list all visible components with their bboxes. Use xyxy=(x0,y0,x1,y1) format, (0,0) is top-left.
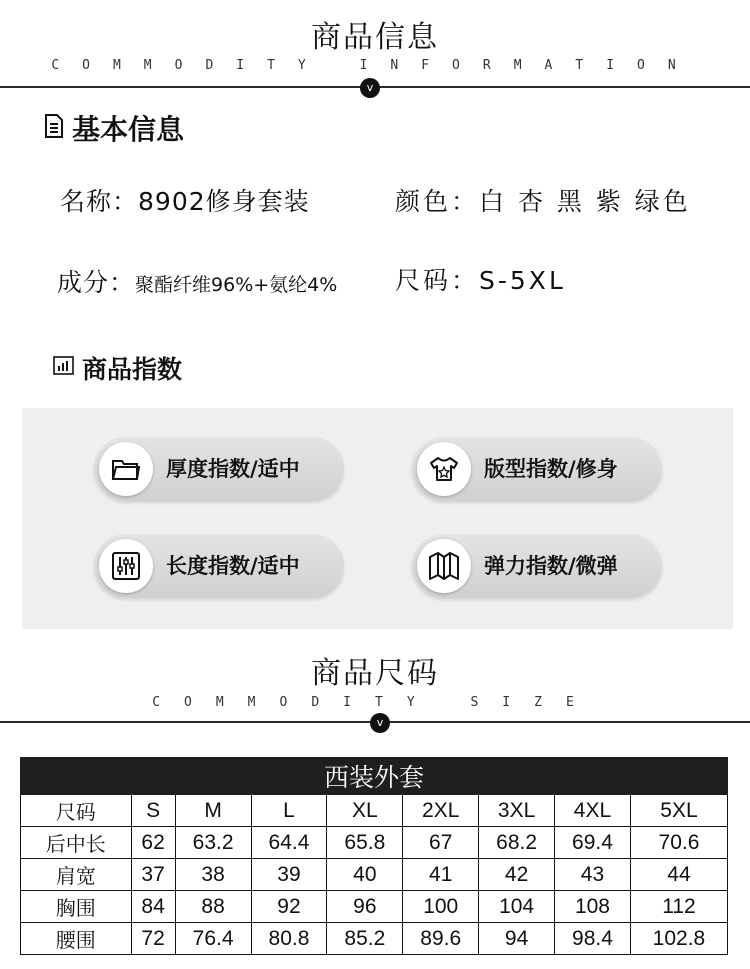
table-cell: 112 xyxy=(630,891,727,923)
header-cell: 尺码 xyxy=(21,795,132,827)
section-subtitle-info xyxy=(0,58,750,73)
table-cell: 80.8 xyxy=(251,923,327,955)
table-cell: 89.6 xyxy=(403,923,479,955)
table-cell: 92 xyxy=(251,891,327,923)
size-label: 尺码： xyxy=(395,266,480,295)
table-title: 西装外套 xyxy=(21,758,728,795)
color-label: 颜色： xyxy=(395,187,480,216)
size-table xyxy=(20,757,728,955)
section-title-info: 商品信息 xyxy=(311,20,439,55)
table-cell: 40 xyxy=(327,859,403,891)
header-cell: L xyxy=(251,795,327,827)
table-cell: 41 xyxy=(403,859,479,891)
table-cell: 102.8 xyxy=(630,923,727,955)
table-row xyxy=(21,859,728,891)
document-icon xyxy=(43,113,67,139)
size-field xyxy=(395,261,566,297)
table-cell: 38 xyxy=(175,859,251,891)
table-cell: 67 xyxy=(403,827,479,859)
row-label: 肩宽 xyxy=(21,859,132,891)
index-label: 长度指数/适中 xyxy=(166,554,300,578)
row-label: 腰围 xyxy=(21,923,132,955)
subtitle-text: COMMODITY INFORMATION xyxy=(51,58,699,73)
basic-info-heading: 基本信息 xyxy=(72,113,185,146)
table-cell: 69.4 xyxy=(555,827,631,859)
table-cell: 37 xyxy=(131,859,175,891)
table-cell: 44 xyxy=(630,859,727,891)
chevron-down-icon: v xyxy=(360,78,380,98)
index-pill-fit xyxy=(412,437,662,501)
table-header-row xyxy=(21,795,728,827)
composition-label: 成分： xyxy=(57,268,136,297)
size-value: S-5XL xyxy=(479,266,566,295)
table-cell: 104 xyxy=(479,891,555,923)
table-cell: 62 xyxy=(131,827,175,859)
index-pill-length xyxy=(94,534,344,598)
table-row xyxy=(21,891,728,923)
name-value: 8902修身套装 xyxy=(138,187,310,216)
row-label: 胸围 xyxy=(21,891,132,923)
header-cell: 3XL xyxy=(479,795,555,827)
name-label: 名称： xyxy=(60,187,139,216)
header-cell: S xyxy=(131,795,175,827)
table-cell: 65.8 xyxy=(327,827,403,859)
section-subtitle-size xyxy=(0,695,750,710)
map-fold-icon xyxy=(417,539,471,593)
header-cell: M xyxy=(175,795,251,827)
color-value: 白 杏 黑 紫 绿色 xyxy=(479,187,691,216)
name-field xyxy=(60,182,310,218)
table-cell: 76.4 xyxy=(175,923,251,955)
table-cell: 70.6 xyxy=(630,827,727,859)
chevron-down-icon: v xyxy=(370,713,390,733)
header-cell: XL xyxy=(327,795,403,827)
index-pill-elasticity xyxy=(412,534,662,598)
header-cell: 2XL xyxy=(403,795,479,827)
table-cell: 39 xyxy=(251,859,327,891)
table-cell: 72 xyxy=(131,923,175,955)
folder-icon xyxy=(99,442,153,496)
index-heading: 商品指数 xyxy=(82,355,183,384)
table-cell: 96 xyxy=(327,891,403,923)
table-cell: 64.4 xyxy=(251,827,327,859)
table-title-row xyxy=(21,758,728,795)
composition-value: 聚酯纤维96%+氨纶4% xyxy=(135,274,338,296)
bar-chart-icon xyxy=(53,355,75,377)
row-label: 后中长 xyxy=(21,827,132,859)
sliders-icon xyxy=(99,539,153,593)
table-cell: 94 xyxy=(479,923,555,955)
color-field xyxy=(395,182,691,218)
header-cell: 4XL xyxy=(555,795,631,827)
table-cell: 85.2 xyxy=(327,923,403,955)
composition-field xyxy=(57,263,337,299)
table-row xyxy=(21,923,728,955)
table-cell: 63.2 xyxy=(175,827,251,859)
table-cell: 43 xyxy=(555,859,631,891)
index-label: 弹力指数/微弹 xyxy=(484,554,618,578)
table-cell: 100 xyxy=(403,891,479,923)
table-cell: 88 xyxy=(175,891,251,923)
table-cell: 98.4 xyxy=(555,923,631,955)
table-row xyxy=(21,827,728,859)
index-label: 厚度指数/适中 xyxy=(166,457,300,481)
index-label: 版型指数/修身 xyxy=(484,457,618,481)
table-cell: 84 xyxy=(131,891,175,923)
table-cell: 68.2 xyxy=(479,827,555,859)
table-cell: 42 xyxy=(479,859,555,891)
subtitle-text: COMMODITY SIZE xyxy=(152,695,598,710)
header-cell: 5XL xyxy=(630,795,727,827)
section-title-size: 商品尺码 xyxy=(311,656,439,691)
tshirt-icon xyxy=(417,442,471,496)
index-pill-thickness xyxy=(94,437,344,501)
table-cell: 108 xyxy=(555,891,631,923)
